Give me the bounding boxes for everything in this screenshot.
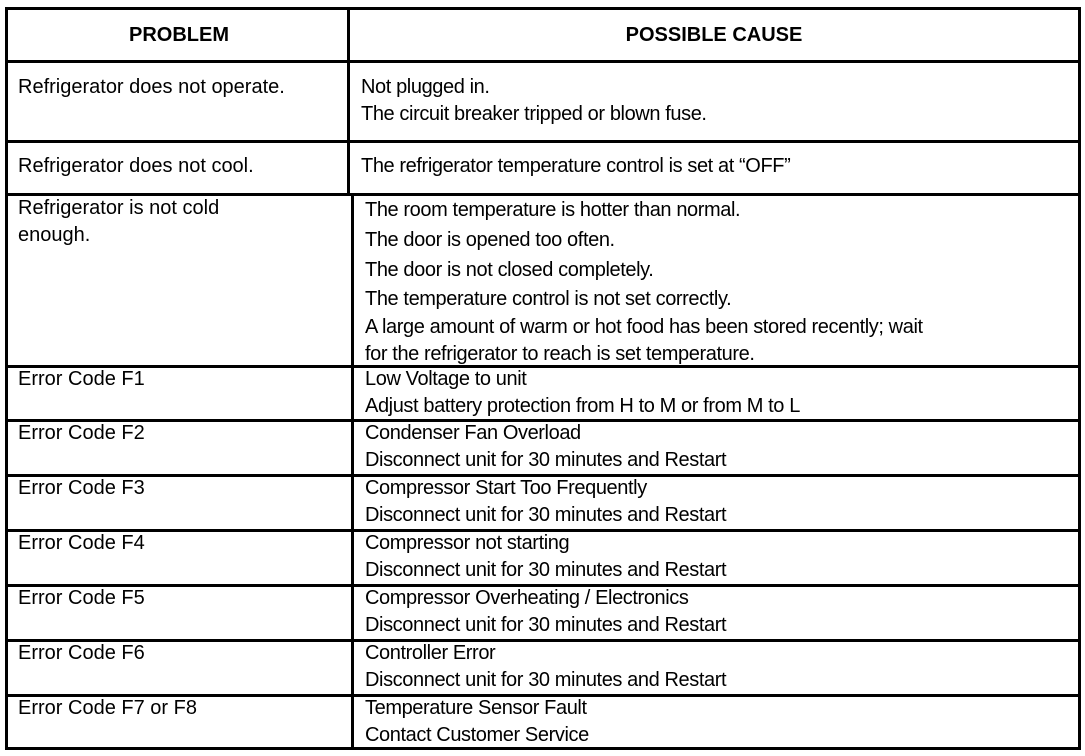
cause-cell <box>351 529 1078 584</box>
problem-text: Error Code F6 <box>18 642 145 664</box>
cause-cell <box>351 365 1078 419</box>
problem-text: Error Code F1 <box>18 368 145 390</box>
problem-text: Refrigerator does not cool. <box>18 155 254 177</box>
problem-cell <box>8 193 354 365</box>
cause-text: Condenser Fan Overload <box>365 422 581 444</box>
cause-cell <box>351 474 1078 529</box>
cause-cell <box>351 639 1078 694</box>
problem-cell <box>8 529 354 584</box>
cause-text: Disconnect unit for 30 minutes and Restart <box>365 449 727 471</box>
problem-cell <box>8 419 354 474</box>
table-row <box>8 474 1078 532</box>
cause-cell <box>351 193 1078 365</box>
problem-cell <box>8 60 350 140</box>
cause-text: The refrigerator temperature control is set at “OFF” <box>361 155 791 177</box>
problem-header-cell <box>8 10 350 60</box>
problem-text: Error Code F3 <box>18 477 145 499</box>
problem-text: Error Code F5 <box>18 587 145 609</box>
table-row <box>8 193 1078 368</box>
cause-text: Disconnect unit for 30 minutes and Restart <box>365 614 727 636</box>
table-row <box>8 584 1078 642</box>
cause-text: Disconnect unit for 30 minutes and Restart <box>365 669 727 691</box>
cause-text: Compressor Overheating / Electronics <box>365 587 689 609</box>
table-row <box>8 365 1078 422</box>
cause-text: The circuit breaker tripped or blown fuse. <box>361 103 707 125</box>
problem-cell <box>8 639 354 694</box>
cause-cell <box>347 60 1078 140</box>
cause-text: Compressor Start Too Frequently <box>365 477 647 499</box>
cause-text: The door is opened too often. <box>365 229 615 251</box>
cause-cell <box>351 694 1078 750</box>
cause-text: Disconnect unit for 30 minutes and Restart <box>365 559 727 581</box>
cause-text: The room temperature is hotter than normal. <box>365 199 741 221</box>
cause-text: Disconnect unit for 30 minutes and Restart <box>365 504 727 526</box>
table-header-row <box>8 10 1078 63</box>
table-row <box>8 419 1078 477</box>
problem-text: Error Code F7 or F8 <box>18 697 197 719</box>
cause-text: for the refrigerator to reach is set temperature. <box>365 343 755 365</box>
table-row <box>8 639 1078 697</box>
cause-text: Low Voltage to unit <box>365 368 527 390</box>
problem-text: enough. <box>18 224 91 246</box>
problem-cell <box>8 694 354 750</box>
problem-header: PROBLEM <box>129 24 229 46</box>
problem-text: Refrigerator does not operate. <box>18 76 285 98</box>
problem-cell <box>8 474 354 529</box>
cause-cell <box>347 140 1078 193</box>
table-row <box>8 140 1078 196</box>
cause-header-cell <box>347 10 1078 60</box>
cause-text: Not plugged in. <box>361 76 490 98</box>
cause-text: Contact Customer Service <box>365 724 589 746</box>
cause-text: Temperature Sensor Fault <box>365 697 587 719</box>
problem-cell <box>8 140 350 193</box>
cause-text: A large amount of warm or hot food has been stored recently; wait <box>365 316 923 338</box>
cause-text: The door is not closed completely. <box>365 259 654 281</box>
problem-text: Error Code F2 <box>18 422 145 444</box>
cause-text: Adjust battery protection from H to M or from M to L <box>365 395 800 417</box>
table-row <box>8 529 1078 587</box>
cause-cell <box>351 584 1078 639</box>
cause-text: Compressor not starting <box>365 532 570 554</box>
problem-cell <box>8 365 354 419</box>
table-row <box>8 694 1078 750</box>
cause-text: Controller Error <box>365 642 496 664</box>
table-row <box>8 60 1078 143</box>
problem-cell <box>8 584 354 639</box>
cause-text: The temperature control is not set correctly. <box>365 288 732 310</box>
problem-text: Error Code F4 <box>18 532 145 554</box>
problem-text: Refrigerator is not cold <box>18 197 220 219</box>
troubleshooting-table <box>5 7 1081 750</box>
cause-header: POSSIBLE CAUSE <box>625 24 803 46</box>
cause-cell <box>351 419 1078 474</box>
